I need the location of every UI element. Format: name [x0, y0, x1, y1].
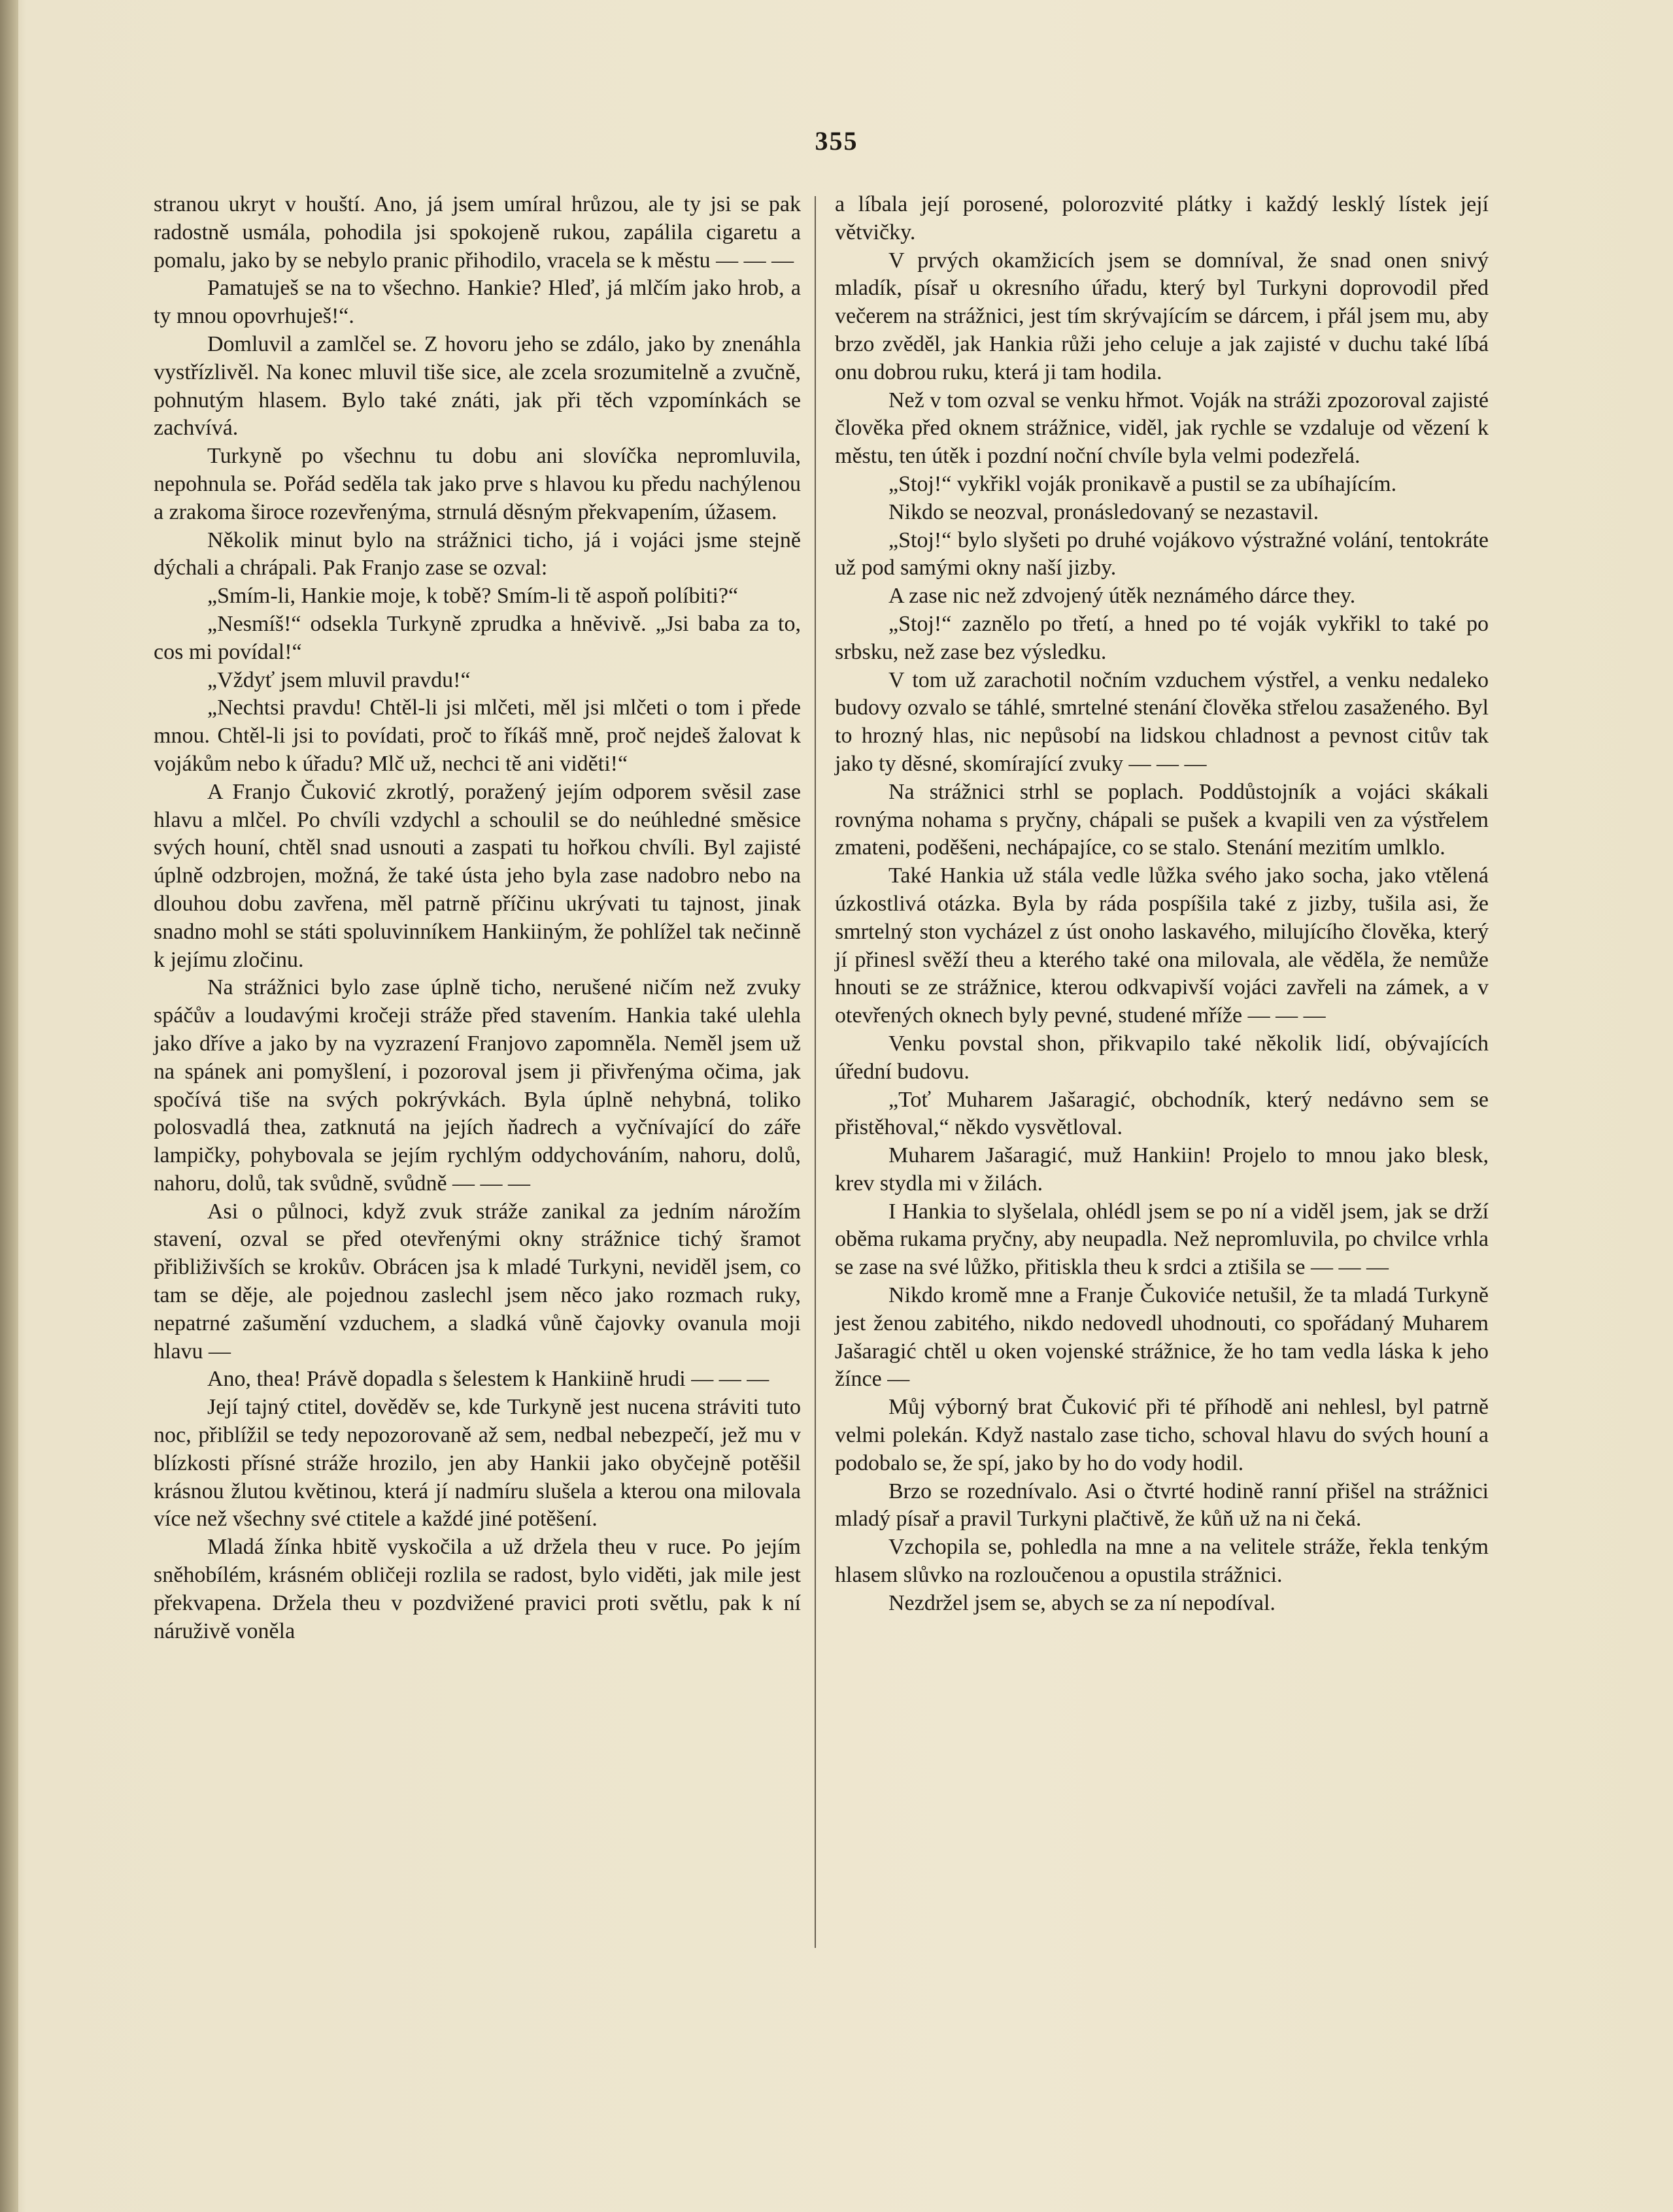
- paragraph: „Stoj!“ bylo slyšeti po druhé vojákovo výstražné volání, tentokráte už pod samými okny naší jizby.: [835, 528, 1489, 580]
- paragraph: Na strážnici strhl se poplach. Poddůstojník a vojáci skákali rovnýma nohama s pryčny, chápali se pušek a kvapili ven za výstřelem zmateni, poděšeni, nechápajíce, co se stalo. Stenání mezitím umlklo.: [835, 779, 1489, 860]
- paragraph: Její tajný ctitel, dověděv se, kde Turkyně jest nucena stráviti tuto noc, přiblížil se tedy nepozorovaně až sem, nedbal nebezpečí, jež mu v blízkosti přísné stráže hrozilo, jen aby Hankii jako obyčejně potěšil krásnou žlutou květinou, která jí nadmíru slušela a kterou ona milovala více než všechny své ctitele a každé jiné potěšení.: [154, 1395, 801, 1532]
- paragraph: Ano, thea! Právě dopadla s šelestem k Hankiině hrudi — — —: [207, 1367, 769, 1392]
- paragraph: „Stoj!“ zaznělo po třetí, a hned po té voják vykřikl to také po srbsku, než zase bez výsledku.: [835, 611, 1489, 664]
- page-number: 355: [815, 126, 858, 156]
- paragraph: „Toť Muharem Jašaragić, obchodník, který nedávno sem se přistěhoval,“ někdo vysvětloval.: [835, 1087, 1489, 1140]
- paragraph: Venku povstal shon, přikvapilo také několik lidí, obývajících úřední budovu.: [835, 1031, 1489, 1084]
- paragraph: „Vždyť jsem mluvil pravdu!“: [207, 667, 471, 692]
- right-column: [835, 191, 1489, 1618]
- paragraph: A Franjo Čuković zkrotlý, poražený jejím odporem svěsil zase hlavu a mlčel. Po chvíli vzdychl a schoulil se do neúhledné směsice svých houní, chtěl snad usnouti a zaspati tu hořkou chvíli. Byl zajisté úplně odzbrojen, možná, že také ústa jeho byla zase nadobro nebo na dlouhou dobu zavřena, měl patrně příčinu ukrývati tu tajnost, jinak snadno mohl se státi spoluvinníkem Hankiiným, že pohlížel tak nečinně k jejímu zločinu.: [154, 779, 801, 972]
- paragraph: „Stoj!“ vykřikl voják pronikavě a pustil se za ubíhajícím.: [888, 471, 1397, 496]
- paragraph: Několik minut bylo na strážnici ticho, já i vojáci jsme stejně dýchali a chrápali. Pak Franjo zase se ozval:: [154, 528, 801, 580]
- paragraph: V tom už zarachotil nočním vzduchem výstřel, a venku nedaleko budovy ozvalo se táhlé, smrtelné stenání člověka střelou zasaženého. Byl to hrozný hlas, nic nepůsobí na lidskou chladnost a pevnost citův tak jako ty děsné, skomírající zvuky — — —: [835, 667, 1489, 776]
- paragraph: Pamatuješ se na to všechno. Hankie? Hleď, já mlčím jako hrob, a ty mnou opovrhuješ!“.: [154, 276, 801, 329]
- paragraph: Nikdo se neozval, pronásledovaný se nezastavil.: [888, 499, 1319, 524]
- paragraph: Brzo se rozednívalo. Asi o čtvrté hodině ranní přišel na strážnici mladý písař a pravil Turkyni plačtivě, že kůň už na ni čeká.: [835, 1479, 1489, 1532]
- paragraph: „Smím-li, Hankie moje, k tobě? Smím-li tě aspoň políbiti?“: [207, 584, 739, 609]
- paragraph: Muharem Jašaragić, muž Hankiin! Projelo to mnou jako blesk, krev stydla mi v žilách.: [835, 1143, 1489, 1196]
- paragraph: a líbala její porosené, polorozvité plátky i každý lesklý lístek její větvičky.: [835, 192, 1489, 244]
- column-divider: [815, 196, 816, 1948]
- paragraph: Vzchopila se, pohledla na mne a na velitele stráže, řekla tenkým hlasem slůvko na rozloučenou a opustila strážnici.: [835, 1535, 1489, 1588]
- paragraph: I Hankia to slyšelala, ohlédl jsem se po ní a viděl jsem, jak se drží oběma rukama pryčny, aby neupadla. Než nepromluvila, po chvilce vrhla se zase na své lůžko, přitiskla theu k srdci a ztišila se — — —: [835, 1199, 1489, 1280]
- paragraph: Nikdo kromě mne a Franje Čukoviće netušil, že ta mladá Turkyně jest ženou zabitého, nikdo nedovedl uhodnouti, co spořádaný Muharem Jašaragić chtěl u oken vojenské strážnice, že ho tam vedla láska k jeho žínce —: [835, 1283, 1489, 1392]
- paragraph: Než v tom ozval se venku hřmot. Voják na stráži zpozoroval zajisté člověka před oknem strážnice, viděl, jak rychle se vzdaluje od vězení k městu, ten útěk i pozdní noční chvíle byla velmi podezřelá.: [835, 388, 1489, 469]
- paragraph: Turkyně po všechnu tu dobu ani slovíčka nepromluvila, nepohnula se. Pořád seděla tak jako prve s hlavou ku předu nachýlenou a zrakoma široce rozevřenýma, strnulá děsným překvapením, úžasem.: [154, 444, 801, 524]
- paragraph: Nezdržel jsem se, abych se za ní nepodíval.: [888, 1590, 1276, 1615]
- paragraph: Mladá žínka hbitě vyskočila a už držela theu v ruce. Po jejím sněhobílém, krásném obličeji rozlila se radost, bylo viděti, jak mile jest překvapena. Držela theu v pozdvižené pravici proti světlu, pak k ní náruživě voněla: [154, 1535, 801, 1643]
- paragraph: A zase nic než zdvojený útěk neznámého dárce they.: [888, 584, 1356, 609]
- paragraph: Také Hankia už stála vedle lůžka svého jako socha, jako vtělená úzkostlivá otázka. Byla by ráda pospíšila také z jizby, tušila asi, že smrtelný ston vycházel z úst onoho laskavého, milujícího člověka, který jí přinesl svěží theu a kterého také ona milovala, ale věděla, že nemůže hnouti se ze strážnice, kterou odkvapivší vojáci zavřeli na zámek, a v otevřených oknech byly pevné, studené mříže — — —: [835, 863, 1489, 1028]
- book-spine-edge: [0, 0, 18, 2212]
- paragraph: Na strážnici bylo zase úplně ticho, nerušené ničím než zvuky spáčův a loudavými kročeji stráže před stavením. Hankia také ulehla jako dříve a jako by na vyzrazení Franjovo zapomněla. Neměl jsem už na spánek ani pomyšlení, i pozoroval jsem ji přivřenýma očima, jak spočívá tiše na svých pokrývkách. Byla úplně nehybná, toliko polosvadlá thea, zatknutá na jejích ňadrech a vyčnívající do záře lampičky, pohybovala se jejím rychlým oddychováním, nahoru, dolů, nahoru, dolů, tak svůdně, svůdně — — —: [154, 975, 801, 1196]
- paragraph: „Nesmíš!“ odsekla Turkyně zprudka a hněvivě. „Jsi baba za to, cos mi povídal!“: [154, 611, 801, 664]
- paragraph: V prvých okamžicích jsem se domníval, že snad onen snivý mladík, písař u okresního úřadu, který byl Turkyni doprovodil před večerem na strážnici, jest tím skrývajícím se dárcem, i přál jsem mu, aby brzo zvěděl, jak Hankia růži jeho celuje a jak zajisté v duchu také líbá onu dobrou ruku, která ji tam hodila.: [835, 248, 1489, 384]
- paragraph: Můj výborný brat Čuković při té příhodě ani nehlesl, byl patrně velmi polekán. Když nastalo zase ticho, schoval hlavu do svých houní a podobalo se, že spí, jako by ho do vody hodil.: [835, 1395, 1489, 1475]
- paragraph: stranou ukryt v houští. Ano, já jsem umíral hrůzou, ale ty jsi se pak radostně usmála, pohodila jsi spokojeně rukou, zapálila cigaretu a pomalu, jako by se nebylo pranic přihodilo, vracela se k městu — — —: [154, 192, 801, 273]
- paragraph: Domluvil a zamlčel se. Z hovoru jeho se zdálo, jako by znenáhla vystřízlivěl. Na konec mluvil tiše sice, ale zcela srozumitelně a zvučně, pohnutým hlasem. Bylo také znáti, jak při těch vzpomínkách se zachvívá.: [154, 331, 801, 441]
- paragraph: Asi o půlnoci, když zvuk stráže zanikal za jedním nárožím stavení, ozval se před otevřenými okny strážnice tichý šramot přibliživších se krokův. Obrácen jsa k mladé Turkyni, neviděl jsem, co tam se děje, ale pojednou zaslechl jsem něco jako rozmach ruky, nepatrné zašumění vzduchem, a sladká vůně čajovky ovanula moji hlavu —: [154, 1199, 801, 1364]
- paragraph: „Nechtsi pravdu! Chtěl-li jsi mlčeti, měl jsi mlčeti o tom i přede mnou. Chtěl-li jsi to povídati, proč to říkáš mně, proč nejdeš žalovat k vojákům nebo k úřadu? Mlč už, nechci tě ani viděti!“: [154, 695, 801, 776]
- left-column: [154, 191, 801, 1645]
